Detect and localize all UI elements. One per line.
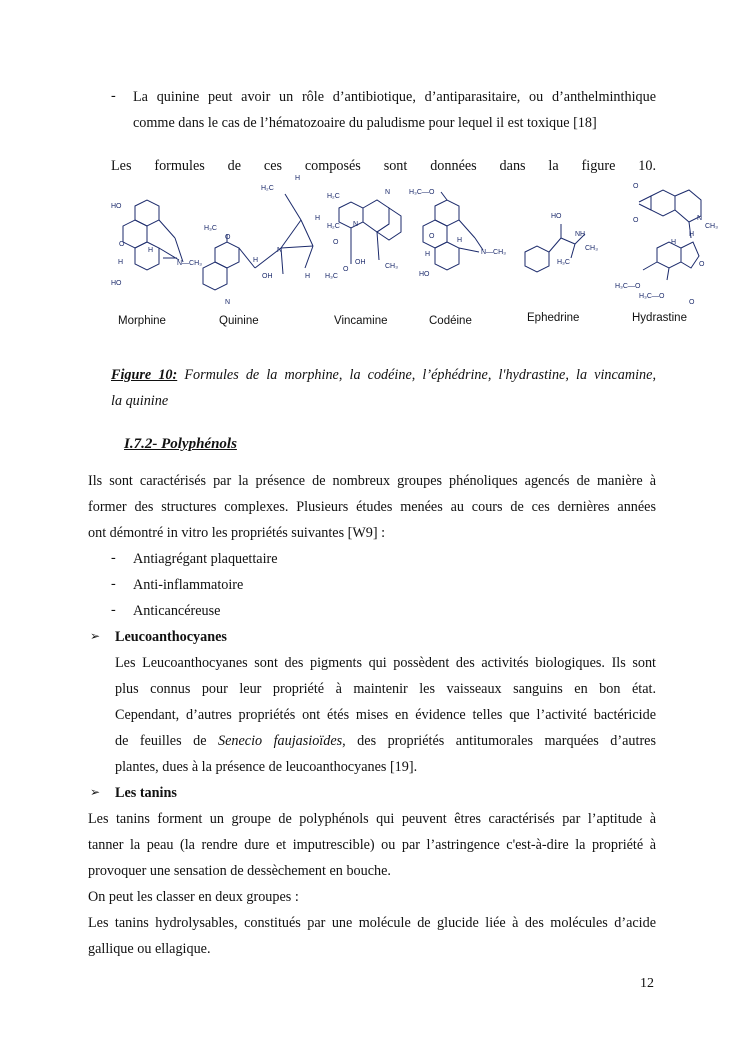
tanins-line: On peut les classer en deux groupes : bbox=[88, 889, 299, 905]
atom-o: O bbox=[429, 233, 435, 240]
leuco-line-4-start: de feuilles de bbox=[115, 733, 207, 749]
tanins-line: tanner la peau (la rendre dure et imputrescible) ou par l’astringence c'est-à-dire la propriété à bbox=[88, 837, 656, 853]
intro-line: Les formules de ces composés sont données dans la figure 10. bbox=[111, 158, 656, 174]
tanins-line: provoquer une sensation de dessèchement en bouche. bbox=[88, 863, 391, 879]
vincamine-structure bbox=[325, 189, 401, 280]
leuco-line: Cependant, d’autres propriétés ont étés mises en évidence telles que l’activité bactéricide bbox=[115, 707, 656, 723]
molecule-label-hydrastine: Hydrastine bbox=[632, 312, 687, 324]
paragraph-line: Ils sont caractérisés par la présence de nombreux groupes phénoliques agencés de manière à bbox=[88, 473, 656, 489]
morphine-structure bbox=[111, 200, 202, 287]
tanins-line: gallique ou ellagique. bbox=[88, 941, 211, 957]
bullet-line-1: La quinine peut avoir un rôle d’antibiotique, d’antiparasitaire, ou d’anthelminthique bbox=[133, 89, 656, 105]
list-dash: - bbox=[111, 602, 116, 618]
atom-ho: HO bbox=[111, 280, 122, 287]
figure-caption-line-1 bbox=[111, 367, 656, 384]
subsection-title-leuco: Leucoanthocyanes bbox=[115, 629, 227, 645]
arrow-bullet-icon: ➢ bbox=[90, 785, 101, 799]
tanins-line: Les tanins forment un groupe de polyphénols qui peuvent êtres caractérisés par l’aptitude à bbox=[88, 811, 656, 827]
figure-caption-label: Figure 10: bbox=[111, 367, 178, 383]
atom-h2c: H₂C bbox=[261, 185, 274, 192]
list-dash: - bbox=[111, 550, 116, 566]
atom-ch3: CH₃ bbox=[705, 223, 718, 230]
bullet-dash: - bbox=[111, 88, 116, 104]
atom-o: O bbox=[225, 234, 231, 241]
codeine-structure bbox=[409, 189, 506, 278]
atom-ch3: CH₃ bbox=[585, 245, 598, 252]
leuco-line: plantes, dues à la présence de leucoanthocyanes [19]. bbox=[115, 759, 418, 775]
atom-o: O bbox=[343, 266, 349, 273]
arrow-bullet-icon: ➢ bbox=[90, 629, 101, 643]
atom-o: O bbox=[633, 217, 639, 224]
atom-h: H bbox=[671, 239, 677, 246]
section-heading: I.7.2- Polyphénols bbox=[124, 436, 237, 452]
leuco-line: Les Leucoanthocyanes sont des pigments qui possèdent des activités biologiques. Ils sont bbox=[115, 655, 656, 671]
paragraph-line: ont démontré in vitro les propriétés suivantes [W9] : bbox=[88, 525, 386, 541]
ephedrine-structure bbox=[525, 213, 598, 272]
atom-n: N bbox=[225, 299, 231, 306]
atom-h3c: H₃C bbox=[204, 225, 217, 232]
atom-h: H bbox=[305, 273, 311, 280]
atom-ch3: CH₃ bbox=[385, 263, 398, 270]
molecule-label-vincamine: Vincamine bbox=[334, 315, 388, 327]
atom-ho: HO bbox=[111, 203, 122, 210]
molecule-label-morphine: Morphine bbox=[118, 315, 166, 327]
page-number: 12 bbox=[640, 976, 654, 991]
list-dash: - bbox=[111, 576, 116, 592]
figure-caption-line-2: la quinine bbox=[111, 393, 169, 409]
molecule-label-ephedrine: Ephedrine bbox=[527, 312, 580, 324]
atom-h3co: H₃C—O bbox=[409, 189, 435, 196]
figure-caption-text: Formules de la morphine, la codéine, l’éphédrine, l'hydrastine, la vincamine, bbox=[184, 367, 656, 383]
atom-ho: HO bbox=[551, 213, 562, 220]
atom-o: O bbox=[633, 183, 639, 190]
paragraph-line: former des structures complexes. Plusieurs études menées au cours de ces dernières années bbox=[88, 499, 656, 515]
list-item: Antiagrégant plaquettaire bbox=[133, 551, 278, 567]
atom-o: O bbox=[699, 261, 705, 268]
molecule-label-quinine: Quinine bbox=[219, 315, 259, 327]
quinine-structure bbox=[203, 175, 320, 306]
atom-h: H bbox=[457, 237, 463, 244]
atom-h2c: H₂C bbox=[327, 193, 340, 200]
hydrastine-structure bbox=[615, 183, 718, 306]
subsection-title-tanins: Les tanins bbox=[115, 785, 177, 801]
bullet-line-2: comme dans le cas de l’hématozoaire du paludisme pour lequel il est toxique [18] bbox=[133, 115, 597, 131]
atom-o: O bbox=[333, 239, 339, 246]
atom-nch3: N—CH₃ bbox=[481, 249, 507, 256]
atom-n: N bbox=[277, 247, 283, 254]
tanins-line: Les tanins hydrolysables, constitués par une molécule de glucide liée à des molécules d’acide bbox=[88, 915, 656, 931]
species-name: Senecio faujasioïdes bbox=[217, 733, 343, 749]
atom-h: H bbox=[315, 215, 321, 222]
atom-h: H bbox=[425, 251, 431, 258]
atom-nh: NH bbox=[575, 231, 586, 238]
list-item: Anti-inflammatoire bbox=[133, 577, 244, 593]
atom-n: N bbox=[353, 221, 359, 228]
atom-h: H bbox=[689, 231, 695, 238]
atom-o: O bbox=[689, 299, 695, 306]
atom-oh: OH bbox=[262, 273, 273, 280]
atom-ho: HO bbox=[419, 271, 430, 278]
molecule-label-codeine: Codéine bbox=[429, 315, 472, 327]
atom-h3c: H₃C bbox=[557, 259, 570, 266]
atom-h: H bbox=[253, 257, 259, 264]
atom-h: H bbox=[148, 247, 154, 254]
atom-h2c: H₂C bbox=[327, 223, 340, 230]
atom-h: H bbox=[295, 175, 301, 182]
atom-h3co: H₃C—O bbox=[615, 283, 641, 290]
atom-h3co: H₃C—O bbox=[639, 293, 665, 300]
leuco-line-4-end: , des propriétés antitumorales marquées d’autres bbox=[342, 733, 656, 749]
list-item: Anticancéreuse bbox=[133, 603, 221, 619]
atom-h3c: H₃C bbox=[325, 273, 338, 280]
atom-n: N bbox=[385, 189, 391, 196]
atom-o: O bbox=[119, 241, 125, 248]
chemical-structures-figure bbox=[105, 172, 725, 312]
leuco-line: plus connus pour leur propriété à maintenir les vaisseaux sanguins en bon état. bbox=[115, 681, 656, 697]
atom-n: N bbox=[697, 215, 703, 222]
leuco-line bbox=[115, 728, 656, 754]
atom-h: H bbox=[118, 259, 124, 266]
atom-oh: OH bbox=[355, 259, 366, 266]
atom-nch3: N—CH₃ bbox=[177, 260, 203, 267]
